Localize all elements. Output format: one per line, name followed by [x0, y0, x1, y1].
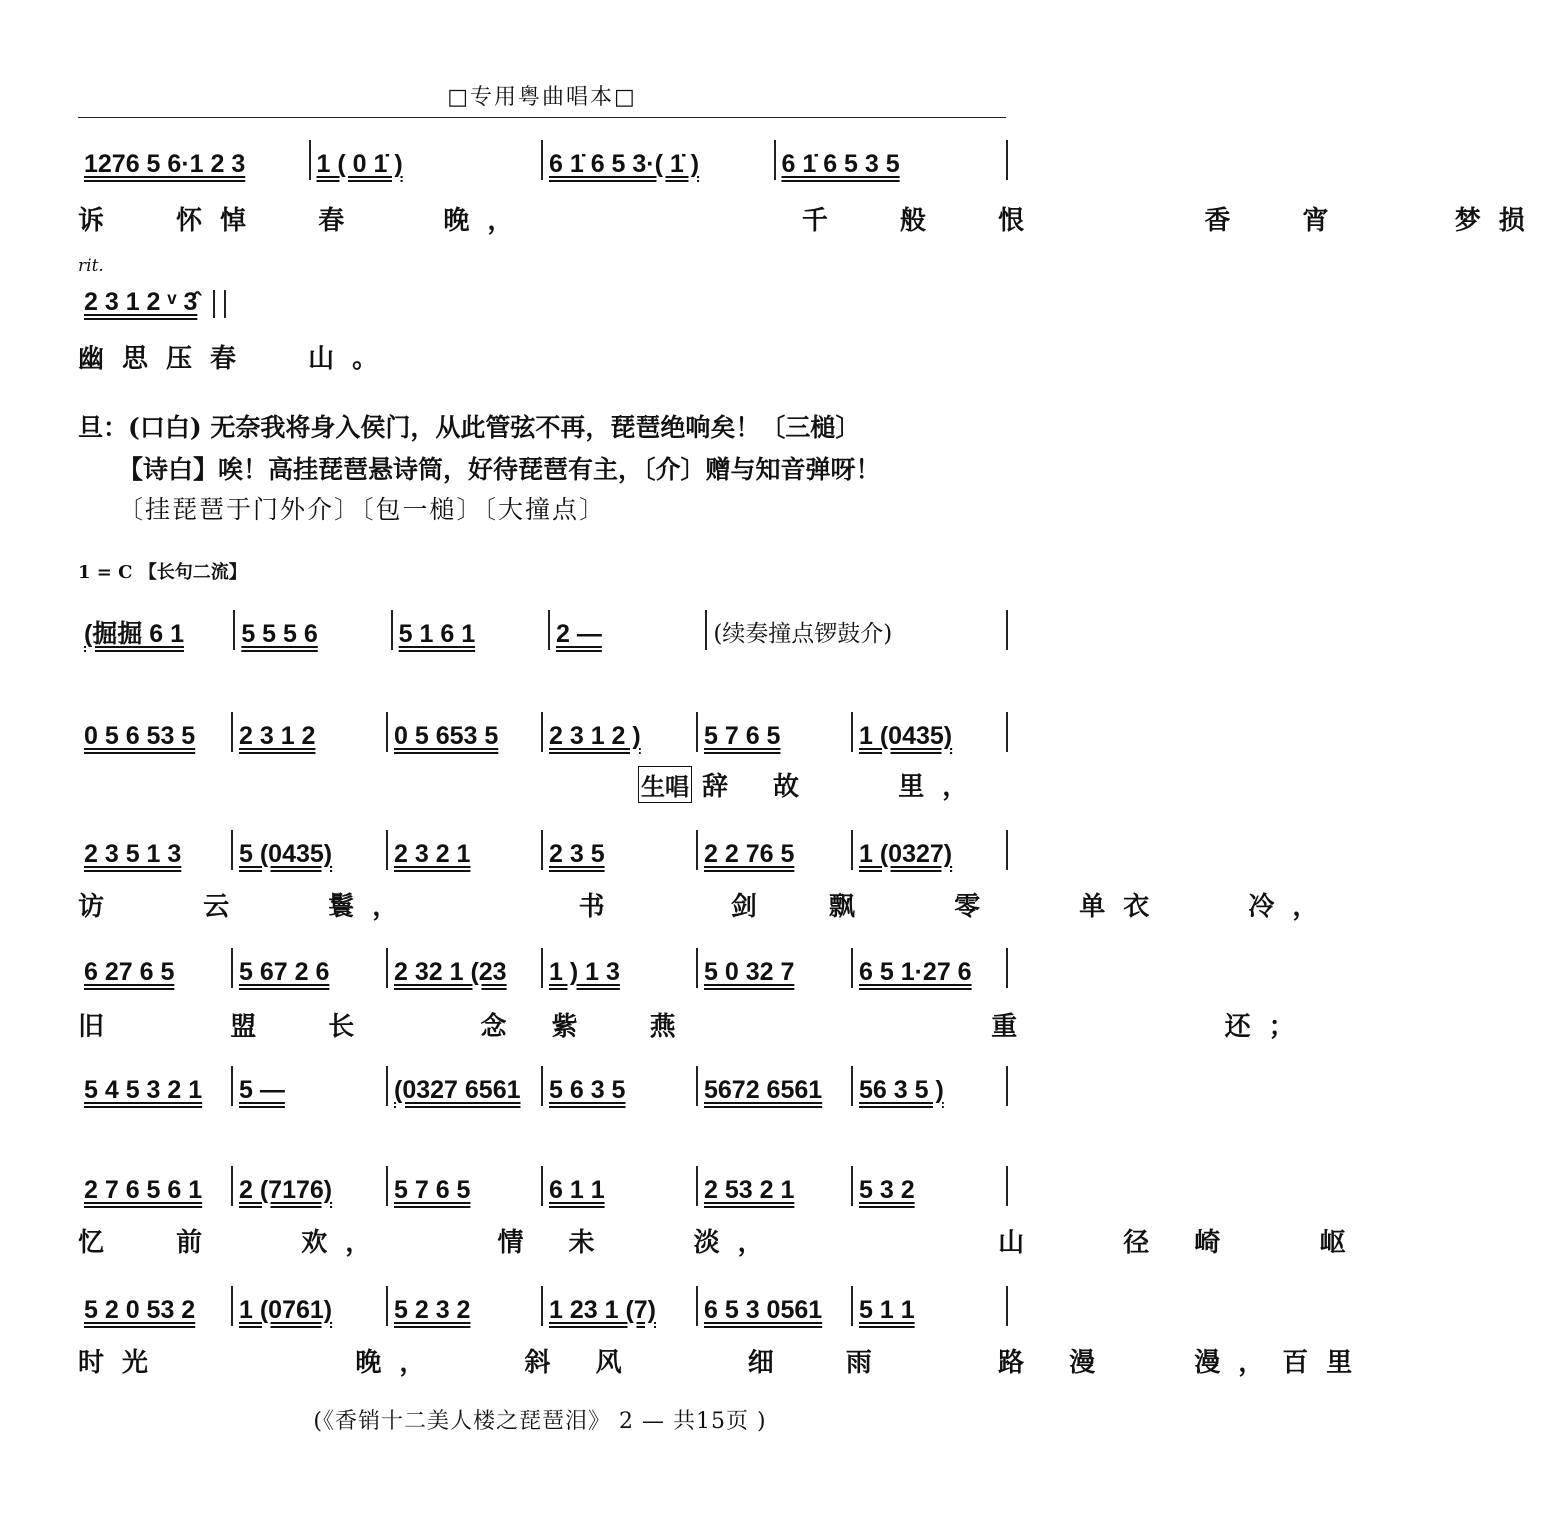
- measure: 5 4 5 3 2 1: [78, 1066, 233, 1106]
- measure: 5 7 6 5: [388, 1166, 543, 1206]
- measure: 1 ( 0 1̇ ): [311, 140, 544, 180]
- role-tag: 生唱: [638, 766, 692, 803]
- measure: 56 3 5 ): [853, 1066, 1008, 1106]
- measure: (续奏撞点锣鼓介): [707, 610, 1008, 650]
- measure: 2 2 76 5: [698, 830, 853, 870]
- measure: 2 3 1 2 ): [543, 712, 698, 752]
- measure: 2 32 1 (23: [388, 948, 543, 988]
- measure: 1276 5 6·1 2 3: [78, 140, 311, 180]
- measure: 6 1̇ 6 5 3·( 1̇ ): [543, 140, 776, 180]
- measure: 6 27 6 5: [78, 948, 233, 988]
- measure: 1 (0435): [853, 712, 1008, 752]
- lyrics-line: 访 云 鬟， 书 剑 飘 零 单衣 冷，: [78, 892, 1337, 922]
- measure: 2 —: [550, 610, 707, 650]
- lyrics-line: [78, 766, 1008, 803]
- measure: 5 7 6 5: [698, 712, 853, 752]
- measure: 6 1̇ 6 5 3 5: [776, 140, 1009, 180]
- measure: 5 67 2 6: [233, 948, 388, 988]
- key-signature: 1 = C 【长句二流】: [78, 562, 247, 583]
- measure: 5 6 3 5: [543, 1066, 698, 1106]
- score-system-9: [78, 1286, 1008, 1326]
- measure: 1 (0327): [853, 830, 1008, 870]
- measure: 1 ) 1 3: [543, 948, 698, 988]
- lyrics-line: 旧 盟 长 念 紫 燕 重 还；: [78, 1012, 1313, 1042]
- measure: 2 (7176): [233, 1166, 388, 1206]
- measure: 5 3 2: [853, 1166, 1008, 1206]
- poem-line: 【诗白】唉！高挂琵琶悬诗筒，好待琵琶有主，〔介〕赠与知音弹呀！: [118, 455, 881, 484]
- measure: 2 7 6 5 6 1: [78, 1166, 233, 1206]
- measure: 0 5 6 53 5: [78, 712, 233, 752]
- measure: 6 1 1: [543, 1166, 698, 1206]
- measure: 1 23 1 (7): [543, 1286, 698, 1326]
- measure: 5 0 32 7: [698, 948, 853, 988]
- stage-direction: 〔挂琵琶于门外介〕〔包一槌〕〔大撞点〕: [118, 495, 607, 524]
- measure: (0327 6561: [388, 1066, 543, 1106]
- page-footer: (《香销十二美人楼之琵琶泪》 2 — 共15页 ): [313, 1409, 767, 1434]
- tempo-marking: rit.: [78, 256, 104, 276]
- measure: (掘掘 6 1: [78, 610, 235, 650]
- score-system-2: [78, 278, 318, 318]
- measure: 2 53 2 1: [698, 1166, 853, 1206]
- final-barline: [213, 290, 226, 318]
- measure: 6 5 1·27 6: [853, 948, 1008, 988]
- score-system-6: [78, 948, 1008, 988]
- measure: 0 5 653 5: [388, 712, 543, 752]
- page-header: □专用粤曲唱本□: [78, 80, 1006, 118]
- score-system-7: [78, 1066, 1008, 1106]
- score-system-8: [78, 1166, 1008, 1206]
- measure: 5 2 3 2: [388, 1286, 543, 1326]
- measure: 5672 6561: [698, 1066, 853, 1106]
- measure: 5 1 6 1: [393, 610, 550, 650]
- measure: 2 3 1 2: [233, 712, 388, 752]
- lyrics-line: 诉 怀悼 春 晚， 千 般 恨 香 宵 梦损: [78, 206, 1543, 236]
- measure: 5 5 5 6: [235, 610, 392, 650]
- measure: 5 2 0 53 2: [78, 1286, 233, 1326]
- lyrics-line: 忆 前 欢， 情 未 淡， 山 径 崎 岖: [78, 1228, 1364, 1258]
- lyrics-line: 时光 晚， 斜 风 细 雨 路 漫 漫，百里: [78, 1348, 1371, 1378]
- score-system-1: [78, 140, 1008, 180]
- score-system-3: [78, 610, 1008, 650]
- measure: 5 (0435): [233, 830, 388, 870]
- measure: 2 3 1 2 ᵛ 3̂: [78, 278, 318, 318]
- measure: 6 5 3 0561: [698, 1286, 853, 1326]
- measure: 2 3 5: [543, 830, 698, 870]
- spoken-line: 旦：(口白) 无奈我将身入侯门，从此管弦不再，琵琶绝响矣！〔三槌〕: [78, 413, 861, 442]
- measure: 1 (0761): [233, 1286, 388, 1326]
- measure: 5 1 1: [853, 1286, 1008, 1326]
- score-system-4: [78, 712, 1008, 752]
- score-system-5: [78, 830, 1008, 870]
- measure: 5 —: [233, 1066, 388, 1106]
- measure: 2 3 5 1 3: [78, 830, 233, 870]
- lyrics-line: 幽思压春 山。: [78, 344, 397, 374]
- lyrics-text: 辞 故 里，: [702, 772, 987, 802]
- measure: 2 3 2 1: [388, 830, 543, 870]
